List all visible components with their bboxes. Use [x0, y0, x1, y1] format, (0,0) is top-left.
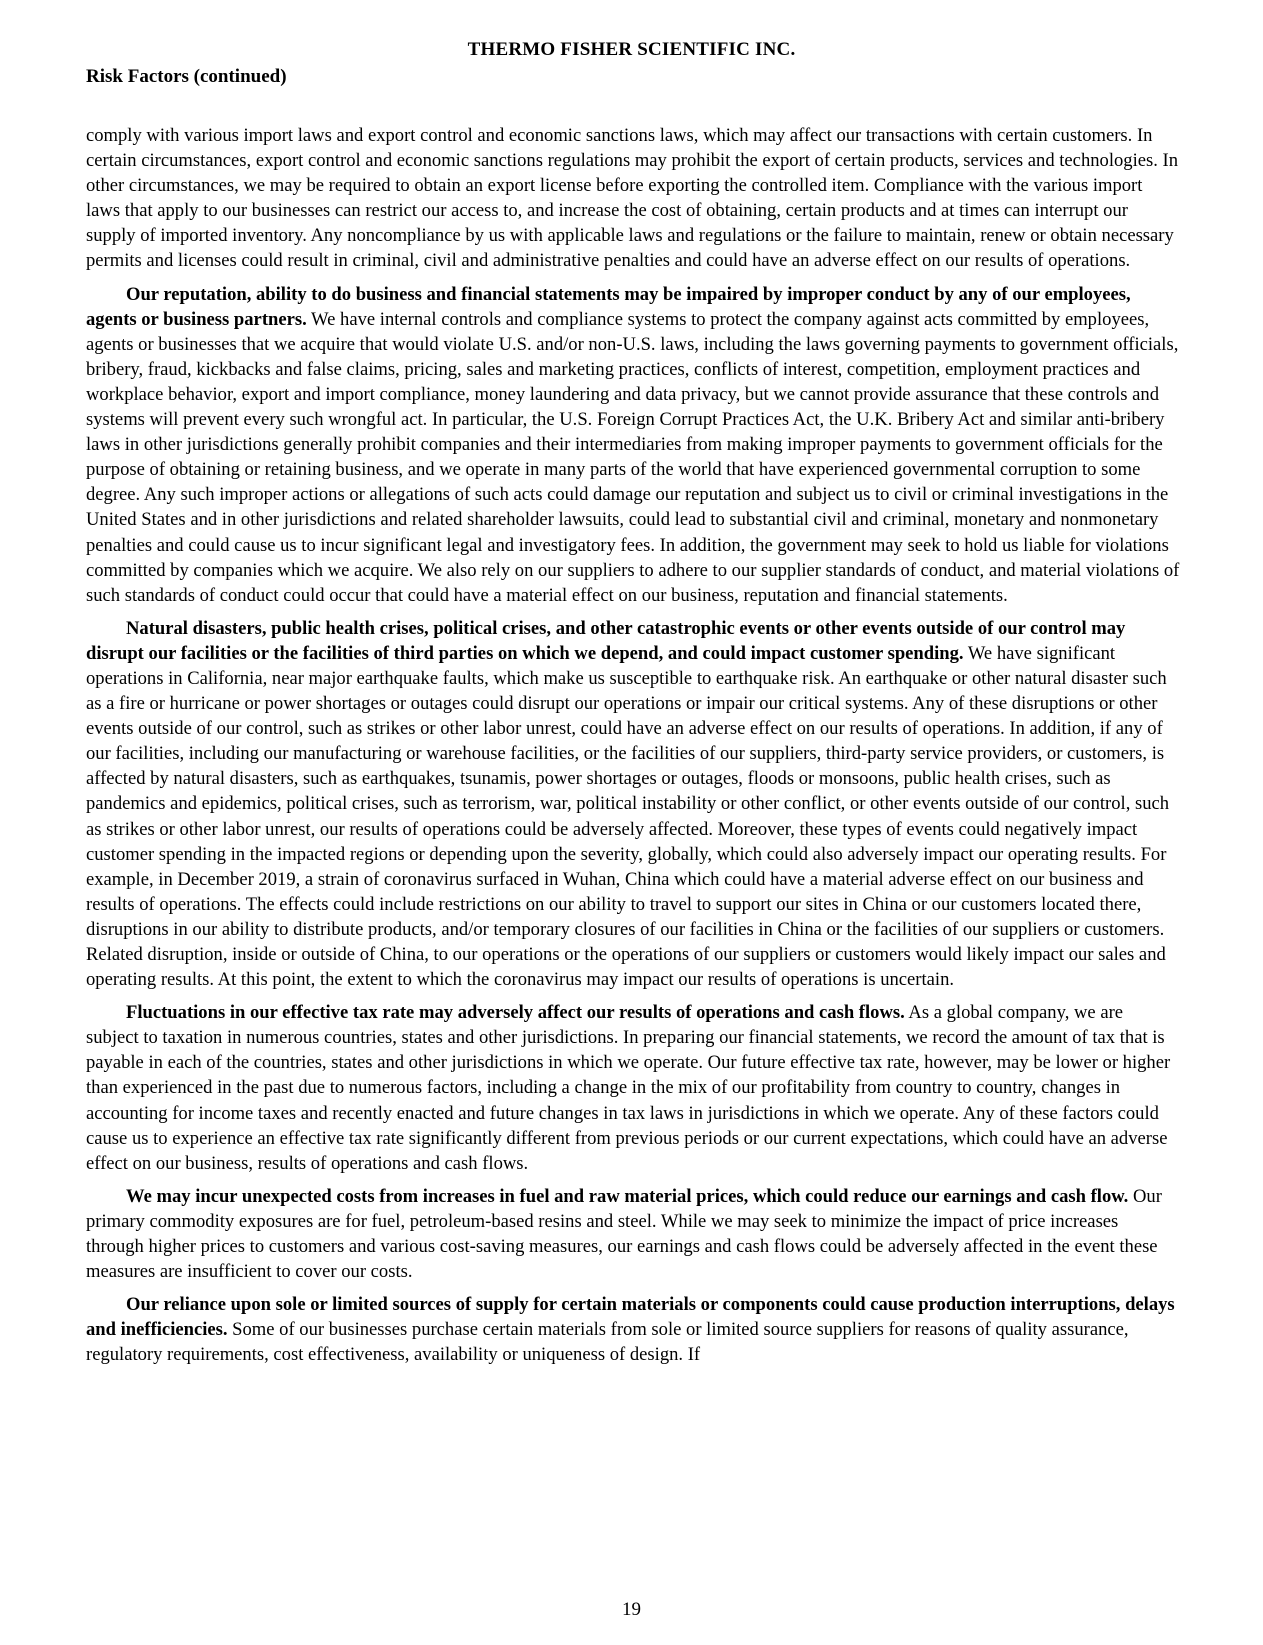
company-header: THERMO FISHER SCIENTIFIC INC. [467, 39, 796, 60]
paragraph-text: Our primary commodity exposures are for fuel, petroleum-based resins and steel. While we may seek to minimize the impact of price increases through higher prices to customers and various cost-saving measures, our earnings and cash flows could be adversely affected in the event these measures are insufficient to cover our costs. [86, 1185, 1162, 1283]
paragraph-continuation [86, 123, 1180, 274]
section-title: Risk Factors (continued) [86, 66, 287, 87]
paragraph-sole-source-supply [86, 1292, 1180, 1367]
paragraph-text: comply with various import laws and export control and economic sanctions laws, which may affect our transactions with certain customers. In certain circumstances, export control and economic sanctions regulations may prohibit the export of certain products, services and technologies. In other circumstances, we may be required to obtain an export license before exporting the controlled item. Compliance with the various import laws that apply to our businesses can restrict our access to, and increase the cost of obtaining, certain products and at times can interrupt our supply of imported inventory. Any noncompliance by us with applicable laws and regulations or the failure to maintain, renew or obtain necessary permits and licenses could result in criminal, civil and administrative penalties and could have an adverse effect on our results of operations. [86, 125, 1179, 272]
paragraph-text: As a global company, we are subject to taxation in numerous countries, states and other jurisdictions. In preparing our financial statements, we record the amount of tax that is payable in each of the countries, states and other jurisdictions in which we operate. Our future effective tax rate, however, may be lower or higher than experienced in the past due to numerous factors, including a change in the mix of our profitability from country to country, changes in accounting for income taxes and recently enacted and future changes in tax laws in jurisdictions in which we operate. Any of these factors could cause us to experience an effective tax rate significantly different from previous periods or our current expectations, which could have an adverse effect on our business, results of operations and cash flows. [86, 1002, 1171, 1174]
paragraph-heading: Natural disasters, public health crises, political crises, and other catastrophic events or other events outside of our control may disrupt our facilities or the facilities of third parties on which we depend, and could impact customer spending. [86, 617, 1126, 664]
paragraph-natural-disasters [86, 616, 1180, 992]
paragraph-heading: We may incur unexpected costs from increases in fuel and raw material prices, which could reduce our earnings and cash flow. [126, 1185, 1129, 1207]
paragraph-text: We have significant operations in California, near major earthquake faults, which make us susceptible to earthquake risk. An earthquake or other natural disaster such as a fire or hurricane or power shortages or outages could disrupt our operations or impair our critical systems. Any of these disruptions or other events outside of our control, such as strikes or other labor unrest, could have an adverse effect on our results of operations. In addition, if any of our facilities, including our manufacturing or warehouse facilities, or the facilities of our suppliers, third-party service providers, or customers, is affected by natural disasters, such as earthquakes, tsunamis, power shortages or outages, floods or monsoons, public health crises, such as pandemics and epidemics, political crises, such as terrorism, war, political instability or other conflict, or other events outside of our control, such as strikes or other labor unrest, our results of operations could be adversely affected. Moreover, these types of events could negatively impact customer spending in the impacted regions or depending upon the severity, globally, which could also adversely impact our operating results. For example, in December 2019, a strain of coronavirus surfaced in Wuhan, China which could have a material adverse effect on our business and results of operations. The effects could include restrictions on our ability to travel to support our sites in China or our customers located there, disruptions in our ability to distribute products, and/or temporary closures of our facilities in China or the facilities of our suppliers or customers. Related disruption, inside or outside of China, to our operations or the operations of our suppliers or customers would likely impact our sales and operating results. At this point, the extent to which the coronavirus may impact our results of operations is uncertain. [86, 642, 1170, 991]
body-text [86, 123, 1180, 1376]
paragraph-heading: Fluctuations in our effective tax rate may adversely affect our results of operations and cash flows. [126, 1002, 905, 1024]
paragraph-heading: Our reputation, ability to do business and financial statements may be impaired by improper conduct by any of our employees, agents or business partners. [86, 283, 1131, 330]
paragraph-text: Some of our businesses purchase certain materials from sole or limited source suppliers for reasons of quality assurance, regulatory requirements, cost effectiveness, availability or uniqueness of design. If [86, 1319, 1129, 1366]
paragraph-fuel-prices [86, 1184, 1180, 1284]
paragraph-improper-conduct [86, 282, 1180, 608]
paragraph-heading: Our reliance upon sole or limited sources of supply for certain materials or components could cause production interruptions, delays and inefficiencies. [86, 1294, 1175, 1341]
paragraph-text: We have internal controls and compliance systems to protect the company against acts committed by employees, agents or businesses that we acquire that would violate U.S. and/or non-U.S. laws, including the laws governing payments to government officials, bribery, fraud, kickbacks and false claims, pricing, sales and marketing practices, conflicts of interest, competition, employment practices and workplace behavior, export and import compliance, money laundering and data privacy, but we cannot provide assurance that these controls and systems will prevent every such wrongful act. In particular, the U.S. Foreign Corrupt Practices Act, the U.K. Bribery Act and similar anti-bribery laws in other jurisdictions generally prohibit companies and their intermediaries from making improper payments to government officials for the purpose of obtaining or retaining business, and we operate in many parts of the world that have experienced governmental corruption to some degree. Any such improper actions or allegations of such acts could damage our reputation and subject us to civil or criminal investigations in the United States and in other jurisdictions and related shareholder lawsuits, could lead to substantial civil and criminal, monetary and nonmonetary penalties and could cause us to incur significant legal and investigatory fees. In addition, the government may seek to hold us liable for violations committed by companies which we acquire. We also rely on our suppliers to adhere to our supplier standards of conduct, and material violations of such standards of conduct could occur that could have a material effect on our business, reputation and financial statements. [86, 308, 1180, 606]
paragraph-tax-rate [86, 1000, 1180, 1176]
page-number: 19 [622, 1599, 641, 1620]
